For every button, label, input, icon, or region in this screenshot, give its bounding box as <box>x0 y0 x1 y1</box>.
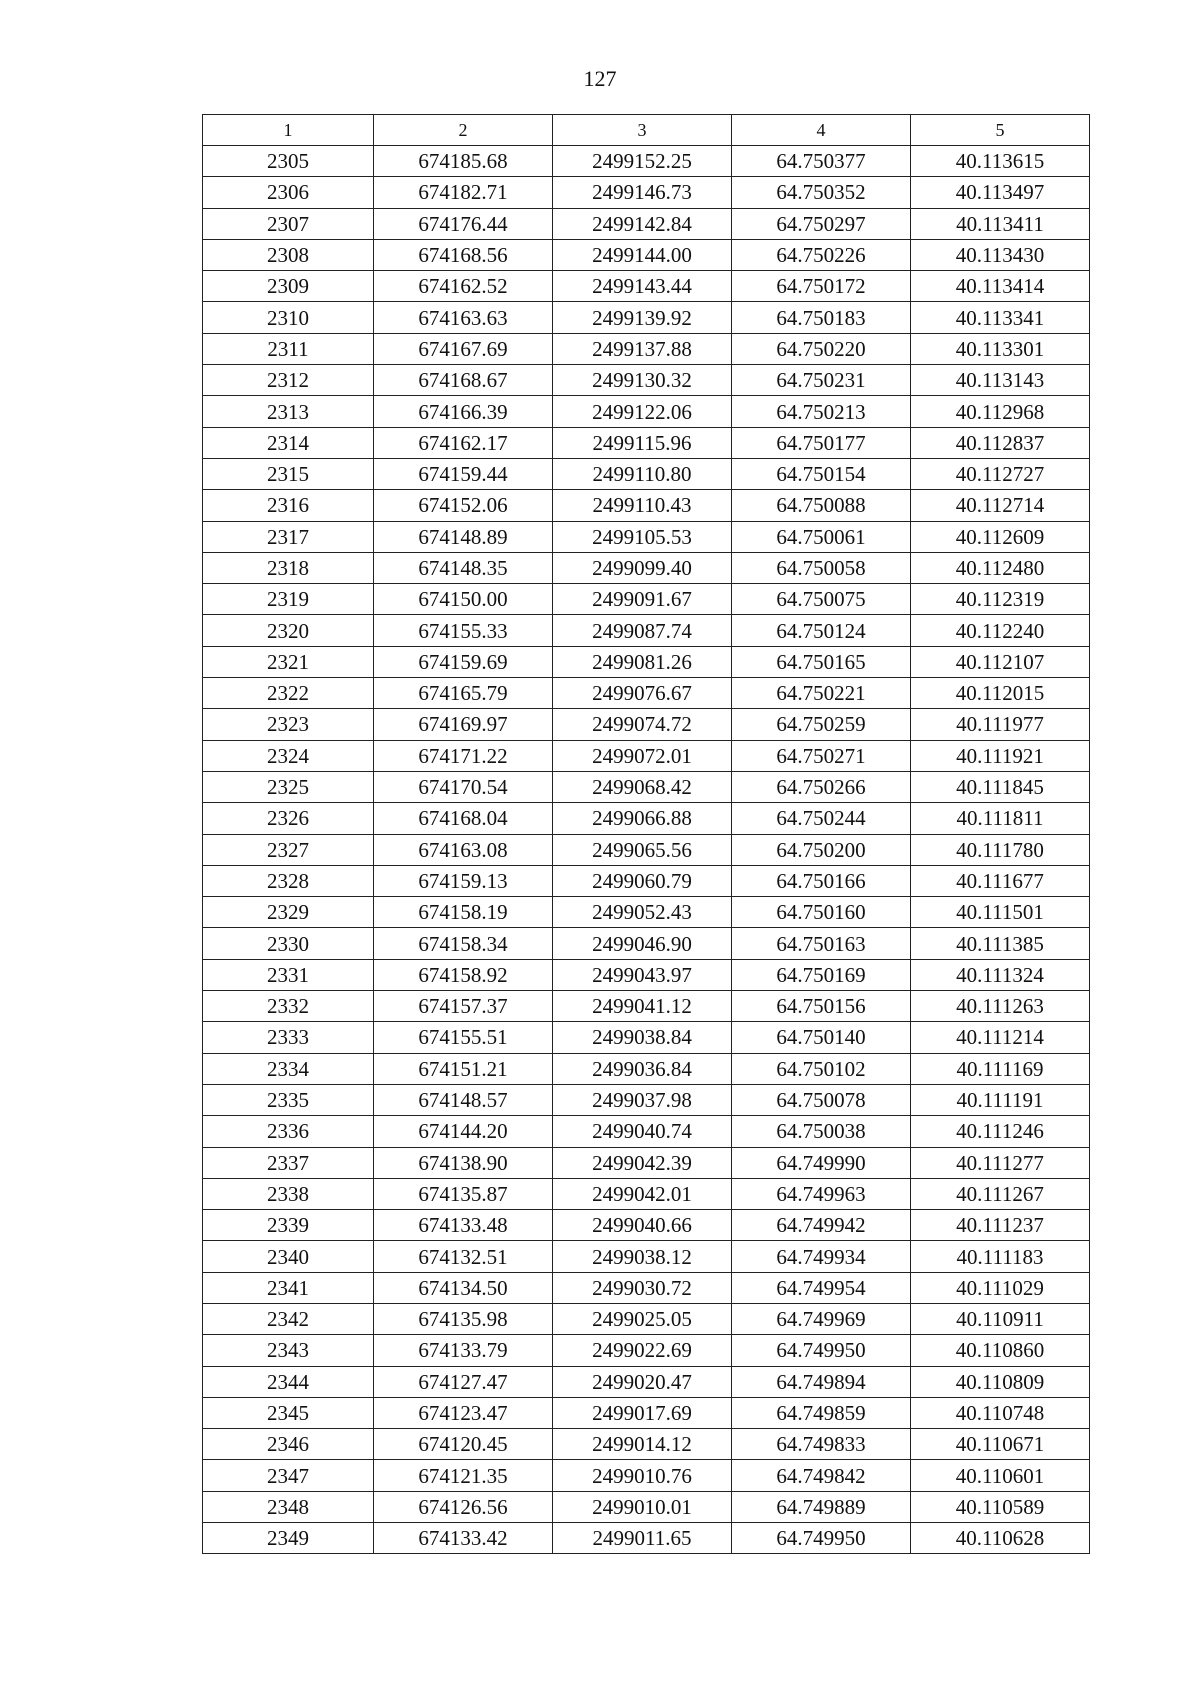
table-cell: 2318 <box>203 552 374 583</box>
table-cell: 674148.57 <box>374 1084 553 1115</box>
table-cell: 64.750213 <box>732 396 911 427</box>
table-cell: 64.750154 <box>732 458 911 489</box>
table-cell: 2344 <box>203 1366 374 1397</box>
table-cell: 64.750140 <box>732 1022 911 1053</box>
table-row <box>203 1491 1090 1522</box>
table-cell: 40.110671 <box>911 1429 1090 1460</box>
table-cell: 2499030.72 <box>553 1272 732 1303</box>
table-cell: 64.750166 <box>732 865 911 896</box>
table-cell: 2499037.98 <box>553 1084 732 1115</box>
table-cell: 674150.00 <box>374 584 553 615</box>
table-cell: 674148.35 <box>374 552 553 583</box>
column-header: 4 <box>732 115 911 146</box>
table-cell: 674148.89 <box>374 521 553 552</box>
table-cell: 64.750124 <box>732 615 911 646</box>
table-cell: 674163.63 <box>374 302 553 333</box>
table-cell: 674158.34 <box>374 928 553 959</box>
table-cell: 40.113411 <box>911 208 1090 239</box>
table-row <box>203 865 1090 896</box>
table-cell: 2499143.44 <box>553 271 732 302</box>
table-cell: 2499014.12 <box>553 1429 732 1460</box>
table-cell: 2325 <box>203 771 374 802</box>
table-row <box>203 897 1090 928</box>
table-cell: 2305 <box>203 146 374 177</box>
table-cell: 40.112240 <box>911 615 1090 646</box>
table-cell: 674165.79 <box>374 678 553 709</box>
table-cell: 2499072.01 <box>553 740 732 771</box>
table-row <box>203 1366 1090 1397</box>
table-cell: 2346 <box>203 1429 374 1460</box>
table-cell: 2331 <box>203 959 374 990</box>
table-cell: 2499020.47 <box>553 1366 732 1397</box>
table-cell: 674162.52 <box>374 271 553 302</box>
table-row <box>203 1397 1090 1428</box>
table-row <box>203 803 1090 834</box>
table-cell: 64.749990 <box>732 1147 911 1178</box>
table-cell: 674166.39 <box>374 396 553 427</box>
table-cell: 64.750271 <box>732 740 911 771</box>
table-cell: 2328 <box>203 865 374 896</box>
page-number: 127 <box>583 66 617 91</box>
table-cell: 2322 <box>203 678 374 709</box>
table-cell: 64.750200 <box>732 834 911 865</box>
column-header: 1 <box>203 115 374 146</box>
table-row <box>203 208 1090 239</box>
table-cell: 40.111214 <box>911 1022 1090 1053</box>
table-cell: 40.111169 <box>911 1053 1090 1084</box>
table-row <box>203 552 1090 583</box>
table-cell: 40.110748 <box>911 1397 1090 1428</box>
table-row <box>203 396 1090 427</box>
table-cell: 40.113414 <box>911 271 1090 302</box>
table-row <box>203 427 1090 458</box>
table-cell: 64.749833 <box>732 1429 911 1460</box>
table-row <box>203 709 1090 740</box>
table-row <box>203 1303 1090 1334</box>
table-cell: 2499152.25 <box>553 146 732 177</box>
table-cell: 64.750221 <box>732 678 911 709</box>
table-row <box>203 1429 1090 1460</box>
table-cell: 2306 <box>203 177 374 208</box>
table-cell: 64.750163 <box>732 928 911 959</box>
table-cell: 2310 <box>203 302 374 333</box>
table-cell: 2499025.05 <box>553 1303 732 1334</box>
table-cell: 2334 <box>203 1053 374 1084</box>
table-cell: 64.749889 <box>732 1491 911 1522</box>
table-cell: 64.750183 <box>732 302 911 333</box>
table-cell: 2499066.88 <box>553 803 732 834</box>
table-cell: 674126.56 <box>374 1491 553 1522</box>
table-row <box>203 1178 1090 1209</box>
table-cell: 64.749954 <box>732 1272 911 1303</box>
table-cell: 2319 <box>203 584 374 615</box>
table-cell: 2340 <box>203 1241 374 1272</box>
table-cell: 2313 <box>203 396 374 427</box>
table-cell: 2499017.69 <box>553 1397 732 1428</box>
table-cell: 40.110628 <box>911 1523 1090 1554</box>
table-cell: 64.750220 <box>732 333 911 364</box>
table-cell: 64.749950 <box>732 1335 911 1366</box>
table-row <box>203 333 1090 364</box>
table-cell: 64.750038 <box>732 1116 911 1147</box>
table-cell: 674152.06 <box>374 490 553 521</box>
table-cell: 64.750231 <box>732 365 911 396</box>
table-cell: 64.749934 <box>732 1241 911 1272</box>
table-cell: 40.112609 <box>911 521 1090 552</box>
table-cell: 2320 <box>203 615 374 646</box>
table-row <box>203 1210 1090 1241</box>
table-cell: 2332 <box>203 991 374 1022</box>
table-cell: 2499139.92 <box>553 302 732 333</box>
table-cell: 64.749842 <box>732 1460 911 1491</box>
table-cell: 674167.69 <box>374 333 553 364</box>
table-cell: 674159.69 <box>374 646 553 677</box>
table-row <box>203 271 1090 302</box>
table-cell: 674168.04 <box>374 803 553 834</box>
table-cell: 2499105.53 <box>553 521 732 552</box>
table-cell: 2499065.56 <box>553 834 732 865</box>
table-cell: 2499099.40 <box>553 552 732 583</box>
table-row <box>203 584 1090 615</box>
table-cell: 674185.68 <box>374 146 553 177</box>
table-cell: 2339 <box>203 1210 374 1241</box>
table-row <box>203 1335 1090 1366</box>
table-cell: 674127.47 <box>374 1366 553 1397</box>
table-cell: 2327 <box>203 834 374 865</box>
table-cell: 40.110911 <box>911 1303 1090 1334</box>
table-cell: 2499087.74 <box>553 615 732 646</box>
table-cell: 40.111677 <box>911 865 1090 896</box>
table-cell: 674155.33 <box>374 615 553 646</box>
table-cell: 64.750058 <box>732 552 911 583</box>
table-cell: 40.111263 <box>911 991 1090 1022</box>
table-row <box>203 1272 1090 1303</box>
table-cell: 2336 <box>203 1116 374 1147</box>
table-cell: 2335 <box>203 1084 374 1115</box>
column-header: 5 <box>911 115 1090 146</box>
table-cell: 674121.35 <box>374 1460 553 1491</box>
table-cell: 40.113615 <box>911 146 1090 177</box>
table-cell: 40.112837 <box>911 427 1090 458</box>
table-cell: 64.749859 <box>732 1397 911 1428</box>
table-row <box>203 1523 1090 1554</box>
table-cell: 674168.56 <box>374 239 553 270</box>
table-cell: 40.112714 <box>911 490 1090 521</box>
table-row <box>203 959 1090 990</box>
table-row <box>203 771 1090 802</box>
table-cell: 64.750244 <box>732 803 911 834</box>
table-row <box>203 146 1090 177</box>
table-cell: 40.112015 <box>911 678 1090 709</box>
table-cell: 674158.19 <box>374 897 553 928</box>
table-cell: 2326 <box>203 803 374 834</box>
table-cell: 2499042.39 <box>553 1147 732 1178</box>
table-cell: 2499091.67 <box>553 584 732 615</box>
table-cell: 64.750165 <box>732 646 911 677</box>
table-cell: 674133.42 <box>374 1523 553 1554</box>
table-cell: 40.112727 <box>911 458 1090 489</box>
table-row <box>203 490 1090 521</box>
table-cell: 2348 <box>203 1491 374 1522</box>
table-cell: 2499038.84 <box>553 1022 732 1053</box>
table-cell: 2345 <box>203 1397 374 1428</box>
table-row <box>203 928 1090 959</box>
table-cell: 2307 <box>203 208 374 239</box>
table-cell: 40.111267 <box>911 1178 1090 1209</box>
table-cell: 2499060.79 <box>553 865 732 896</box>
column-header: 3 <box>553 115 732 146</box>
table-row <box>203 646 1090 677</box>
table-cell: 2312 <box>203 365 374 396</box>
table-cell: 2499046.90 <box>553 928 732 959</box>
table-cell: 674176.44 <box>374 208 553 239</box>
table-cell: 2317 <box>203 521 374 552</box>
table-cell: 674159.13 <box>374 865 553 896</box>
table-cell: 2338 <box>203 1178 374 1209</box>
table-cell: 674133.79 <box>374 1335 553 1366</box>
table-cell: 674163.08 <box>374 834 553 865</box>
table-cell: 40.112319 <box>911 584 1090 615</box>
table-header <box>203 115 1090 146</box>
table-cell: 64.750377 <box>732 146 911 177</box>
table-cell: 40.112480 <box>911 552 1090 583</box>
table-cell: 2499040.66 <box>553 1210 732 1241</box>
table-cell: 674157.37 <box>374 991 553 1022</box>
table-cell: 674158.92 <box>374 959 553 990</box>
table-row <box>203 1147 1090 1178</box>
table-cell: 2309 <box>203 271 374 302</box>
table-cell: 2499110.80 <box>553 458 732 489</box>
table-cell: 2499146.73 <box>553 177 732 208</box>
table-cell: 674182.71 <box>374 177 553 208</box>
table-cell: 674162.17 <box>374 427 553 458</box>
table-row <box>203 1053 1090 1084</box>
table-row <box>203 1460 1090 1491</box>
table-cell: 64.750061 <box>732 521 911 552</box>
table-cell: 40.111029 <box>911 1272 1090 1303</box>
table-cell: 40.111845 <box>911 771 1090 802</box>
table-row <box>203 678 1090 709</box>
table-cell: 40.110589 <box>911 1491 1090 1522</box>
table-cell: 40.111237 <box>911 1210 1090 1241</box>
table-row <box>203 177 1090 208</box>
table-row <box>203 458 1090 489</box>
table-cell: 2311 <box>203 333 374 364</box>
table-cell: 64.749894 <box>732 1366 911 1397</box>
table-cell: 2499038.12 <box>553 1241 732 1272</box>
table-cell: 40.111324 <box>911 959 1090 990</box>
table-cell: 2499130.32 <box>553 365 732 396</box>
table-cell: 40.111191 <box>911 1084 1090 1115</box>
table-cell: 64.749963 <box>732 1178 911 1209</box>
table-cell: 2323 <box>203 709 374 740</box>
table-cell: 40.110860 <box>911 1335 1090 1366</box>
table-cell: 2499144.00 <box>553 239 732 270</box>
table-cell: 40.113341 <box>911 302 1090 333</box>
table-row <box>203 521 1090 552</box>
table-cell: 674134.50 <box>374 1272 553 1303</box>
table-cell: 674135.98 <box>374 1303 553 1334</box>
table-cell: 40.111501 <box>911 897 1090 928</box>
column-header: 2 <box>374 115 553 146</box>
table-cell: 2316 <box>203 490 374 521</box>
table-cell: 40.111183 <box>911 1241 1090 1272</box>
table-cell: 2499074.72 <box>553 709 732 740</box>
table-cell: 64.749969 <box>732 1303 911 1334</box>
table-cell: 40.112968 <box>911 396 1090 427</box>
table-cell: 40.111385 <box>911 928 1090 959</box>
table-row <box>203 1116 1090 1147</box>
table-cell: 2349 <box>203 1523 374 1554</box>
table-cell: 2329 <box>203 897 374 928</box>
table-cell: 64.750352 <box>732 177 911 208</box>
table-cell: 2499010.76 <box>553 1460 732 1491</box>
table-cell: 2315 <box>203 458 374 489</box>
table-cell: 64.750172 <box>732 271 911 302</box>
table-cell: 40.111277 <box>911 1147 1090 1178</box>
table-row <box>203 740 1090 771</box>
table-row <box>203 1022 1090 1053</box>
table-cell: 40.110601 <box>911 1460 1090 1491</box>
table-cell: 2343 <box>203 1335 374 1366</box>
table-cell: 64.750088 <box>732 490 911 521</box>
table-row <box>203 1241 1090 1272</box>
table-cell: 2324 <box>203 740 374 771</box>
table-cell: 64.749950 <box>732 1523 911 1554</box>
table-cell: 2330 <box>203 928 374 959</box>
table-cell: 2314 <box>203 427 374 458</box>
table-cell: 64.749942 <box>732 1210 911 1241</box>
table-cell: 674151.21 <box>374 1053 553 1084</box>
table-body <box>203 146 1090 1554</box>
table-cell: 40.111921 <box>911 740 1090 771</box>
table-cell: 2321 <box>203 646 374 677</box>
table-cell: 64.750102 <box>732 1053 911 1084</box>
table-cell: 40.111780 <box>911 834 1090 865</box>
table-cell: 64.750266 <box>732 771 911 802</box>
table-cell: 2342 <box>203 1303 374 1334</box>
table-cell: 2499068.42 <box>553 771 732 802</box>
table-row <box>203 302 1090 333</box>
table-cell: 2499043.97 <box>553 959 732 990</box>
table-cell: 674168.67 <box>374 365 553 396</box>
table-row <box>203 615 1090 646</box>
table-cell: 64.750297 <box>732 208 911 239</box>
table-row <box>203 834 1090 865</box>
table-cell: 674144.20 <box>374 1116 553 1147</box>
table-cell: 674170.54 <box>374 771 553 802</box>
table-cell: 40.110809 <box>911 1366 1090 1397</box>
table-cell: 64.750160 <box>732 897 911 928</box>
table-cell: 2499036.84 <box>553 1053 732 1084</box>
table-cell: 2499052.43 <box>553 897 732 928</box>
table-cell: 40.111811 <box>911 803 1090 834</box>
table-cell: 2308 <box>203 239 374 270</box>
table-cell: 2499041.12 <box>553 991 732 1022</box>
table-cell: 64.750078 <box>732 1084 911 1115</box>
table-cell: 2499042.01 <box>553 1178 732 1209</box>
table-cell: 674135.87 <box>374 1178 553 1209</box>
table-cell: 674169.97 <box>374 709 553 740</box>
table-cell: 674171.22 <box>374 740 553 771</box>
table-cell: 64.750226 <box>732 239 911 270</box>
table-row <box>203 1084 1090 1115</box>
table-cell: 2337 <box>203 1147 374 1178</box>
table-cell: 2499137.88 <box>553 333 732 364</box>
table-cell: 674133.48 <box>374 1210 553 1241</box>
table-cell: 40.113497 <box>911 177 1090 208</box>
table-cell: 2499110.43 <box>553 490 732 521</box>
table-row <box>203 365 1090 396</box>
table-cell: 40.112107 <box>911 646 1090 677</box>
table-cell: 40.113143 <box>911 365 1090 396</box>
table-cell: 40.111246 <box>911 1116 1090 1147</box>
table-cell: 2347 <box>203 1460 374 1491</box>
table-row <box>203 991 1090 1022</box>
table-cell: 2333 <box>203 1022 374 1053</box>
table-cell: 674155.51 <box>374 1022 553 1053</box>
table-cell: 2499142.84 <box>553 208 732 239</box>
table-cell: 40.113430 <box>911 239 1090 270</box>
table-cell: 2499081.26 <box>553 646 732 677</box>
table-cell: 2499010.01 <box>553 1491 732 1522</box>
table-cell: 2499022.69 <box>553 1335 732 1366</box>
table-cell: 64.750075 <box>732 584 911 615</box>
table-cell: 674159.44 <box>374 458 553 489</box>
table-cell: 2499011.65 <box>553 1523 732 1554</box>
table-cell: 64.750156 <box>732 991 911 1022</box>
header-row <box>203 115 1090 146</box>
table-cell: 674120.45 <box>374 1429 553 1460</box>
table-cell: 2499122.06 <box>553 396 732 427</box>
table-cell: 40.113301 <box>911 333 1090 364</box>
table-row <box>203 239 1090 270</box>
coordinates-table <box>202 114 1090 1554</box>
table-cell: 2499115.96 <box>553 427 732 458</box>
table-cell: 64.750259 <box>732 709 911 740</box>
table-cell: 674123.47 <box>374 1397 553 1428</box>
table-cell: 64.750177 <box>732 427 911 458</box>
table-cell: 2499076.67 <box>553 678 732 709</box>
table-cell: 64.750169 <box>732 959 911 990</box>
table-cell: 674132.51 <box>374 1241 553 1272</box>
table-cell: 40.111977 <box>911 709 1090 740</box>
table-cell: 2499040.74 <box>553 1116 732 1147</box>
table-cell: 2341 <box>203 1272 374 1303</box>
table-cell: 674138.90 <box>374 1147 553 1178</box>
